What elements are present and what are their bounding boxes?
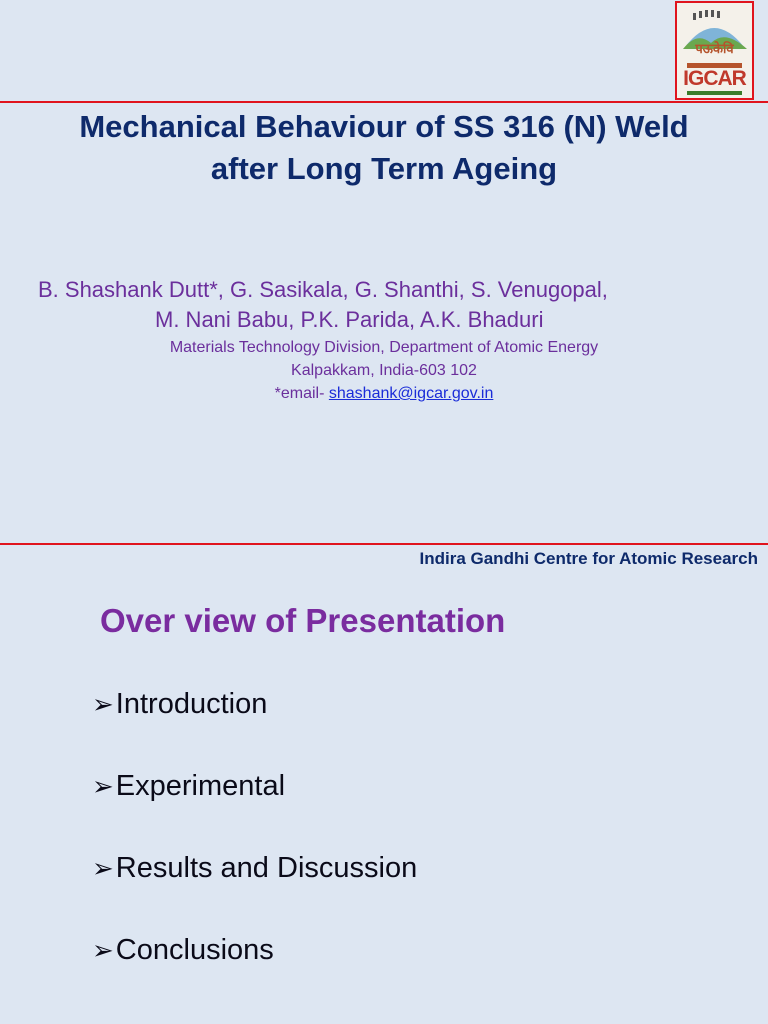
authors-line-2: M. Nani Babu, P.K. Parida, A.K. Bhaduri <box>155 307 544 332</box>
affiliation-line-1: Materials Technology Division, Department of Atomic Energy <box>169 339 599 356</box>
list-item <box>92 765 417 847</box>
arrow-bullet-icon: ➢ <box>92 853 114 883</box>
title-line-2: after Long Term Ageing <box>210 151 558 186</box>
list-item-label: Conclusions <box>115 934 274 966</box>
overview-heading: Over view of Presentation <box>100 602 506 639</box>
authors-line-1: B. Shashank Dutt*, G. Sasikala, G. Shanthi, S. Venugopal, <box>38 277 608 302</box>
logo-hindi-text: पऊकेवि <box>695 42 734 57</box>
slide-divider <box>0 543 768 545</box>
list-item <box>92 929 417 1011</box>
email-link[interactable]: shashank@igcar.gov.in <box>328 385 494 402</box>
list-item <box>92 683 417 765</box>
logo-text: IGCAR <box>683 67 746 90</box>
arrow-bullet-icon: ➢ <box>92 689 114 719</box>
email-line <box>0 382 768 405</box>
igcar-logo <box>675 1 754 100</box>
organization-footer: Indira Gandhi Centre for Atomic Research <box>419 549 758 568</box>
arrow-bullet-icon: ➢ <box>92 935 114 965</box>
title-line-1: Mechanical Behaviour of SS 316 (N) Weld <box>79 109 689 144</box>
list-item-label: Experimental <box>115 770 286 802</box>
arrow-bullet-icon: ➢ <box>92 771 114 801</box>
email-prefix: *email- <box>274 385 329 402</box>
affiliation <box>0 336 768 405</box>
list-item-label: Results and Discussion <box>115 852 418 884</box>
affiliation-line-2: Kalpakkam, India-603 102 <box>291 362 477 379</box>
list-item-label: Introduction <box>115 688 268 720</box>
slide-title <box>0 106 768 190</box>
overview-list <box>92 683 417 1011</box>
list-item <box>92 847 417 929</box>
top-divider <box>0 101 768 103</box>
